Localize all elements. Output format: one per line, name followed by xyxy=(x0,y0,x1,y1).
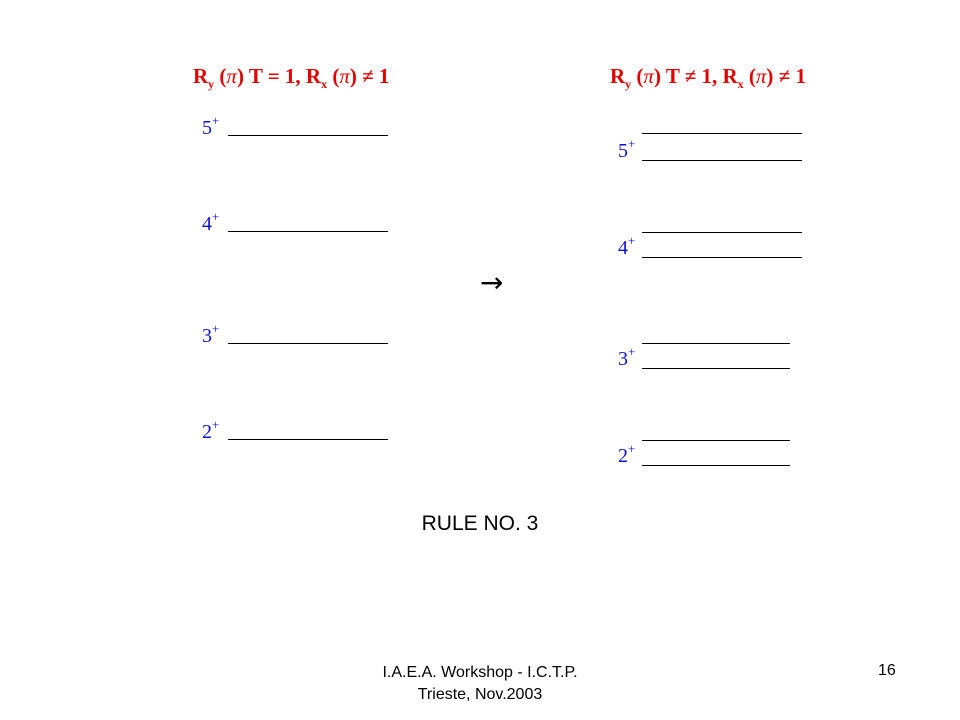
level-label: 4+ xyxy=(202,209,220,235)
level-label: 5+ xyxy=(618,136,636,162)
level-label: 3+ xyxy=(618,344,636,370)
left-level-2plus xyxy=(202,414,392,442)
level-line xyxy=(642,257,802,258)
level-line xyxy=(228,135,388,136)
right-condition-heading: $R_y$ (π) T ≠ 1, $R_x$ (π) ≠ 1 xyxy=(610,64,806,91)
page-number: 16 xyxy=(878,662,896,679)
level-line xyxy=(228,439,388,440)
level-line xyxy=(642,160,802,161)
rule-caption: RULE NO. 3 xyxy=(421,512,539,535)
left-level-4plus xyxy=(202,206,392,234)
left-condition-heading: $R_y$ (π) T = 1, $R_x$ (π) ≠ 1 xyxy=(193,64,390,91)
level-label: 2+ xyxy=(618,441,636,467)
left-level-5plus xyxy=(202,110,392,138)
footer-line-2: Trieste, Nov.2003 xyxy=(417,686,543,703)
level-line xyxy=(642,465,790,466)
level-line xyxy=(228,343,388,344)
right-level-4plus xyxy=(618,230,808,258)
left-level-3plus xyxy=(202,318,392,346)
right-level-5plus xyxy=(618,133,808,161)
right-level-2plus xyxy=(618,438,808,466)
level-label: 5+ xyxy=(202,113,220,139)
transition-arrow: → xyxy=(480,266,504,299)
level-line xyxy=(228,231,388,232)
footer-line-1: I.A.E.A. Workshop - I.C.T.P. xyxy=(382,664,578,681)
slide-footer xyxy=(330,662,630,706)
right-level-3plus xyxy=(618,341,808,369)
level-label: 3+ xyxy=(202,321,220,347)
level-label: 4+ xyxy=(618,233,636,259)
level-line xyxy=(642,368,790,369)
level-label: 2+ xyxy=(202,417,220,443)
